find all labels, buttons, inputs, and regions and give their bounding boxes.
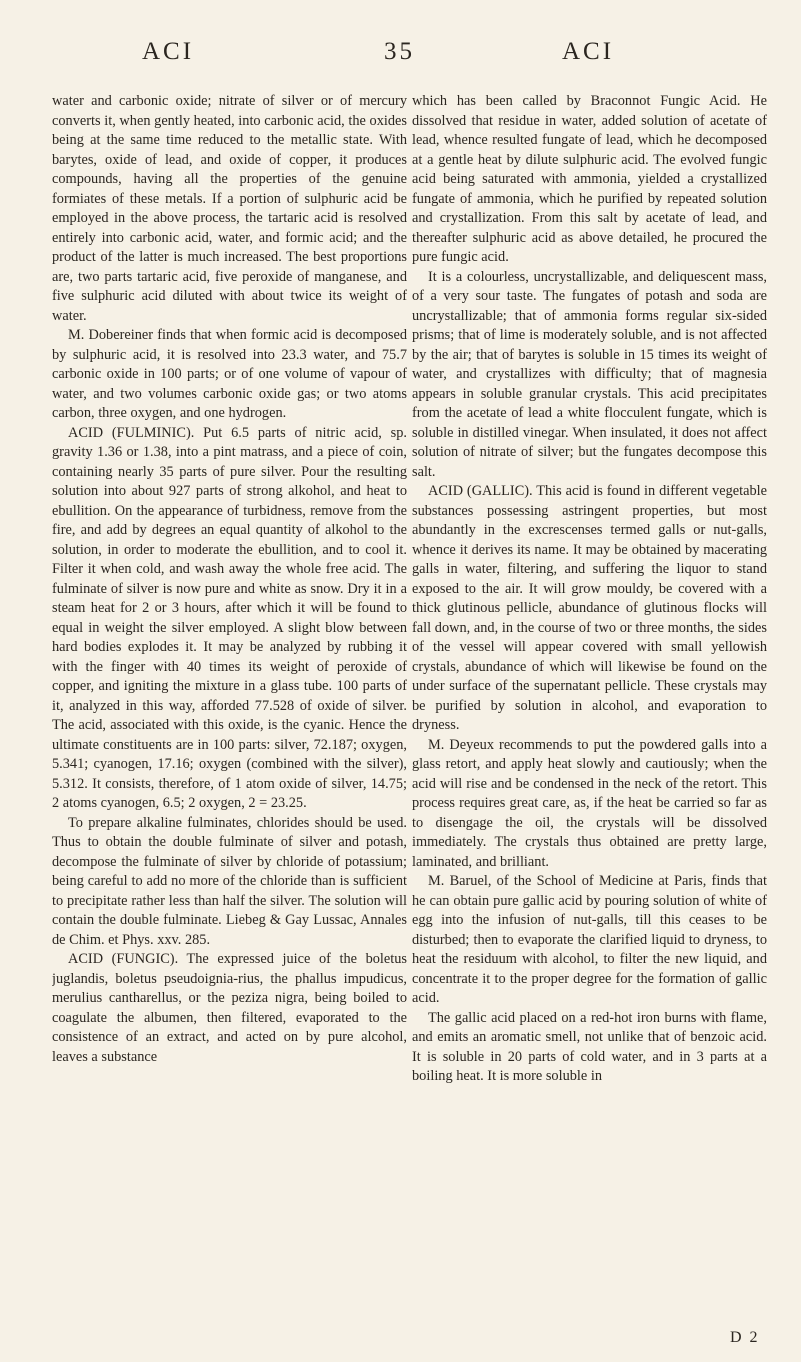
paragraph: water and carbonic oxide; nitrate of silver or of mercury converts it, when gently heated, into carbonic acid, the oxides being at the same time reduced to the metallic state. With barytes, oxide of lead, and oxide of copper, it produces compounds, having all the properties of the genuine formiates of these metals. If a portion of sulphuric acid be employed in the above process, the tartaric acid is resolved entirely into carbonic acid, water, and formic acid; and the product of the latter is much increased. The best proportions are, two parts tartaric acid, five peroxide of manganese, and five sulphuric acid diluted with about twice its weight of water. <box>52 93 407 324</box>
paragraph: ACID (FULMINIC). Put 6.5 parts of nitric acid, sp. gravity 1.36 or 1.38, into a pint matrass, and a piece of coin, containing nearly 35 parts of pure silver. Pour the resulting solution into about 927 parts of strong alkohol, and heat to ebullition. On the appearance of turbidness, remove from the fire, and add by degrees an equal quantity of alkohol to the solution, in order to moderate the ebullition, and to cool it. Filter it when cold, and wash away the whole free acid. The fulminate of silver is now pure and white as snow. Dry it in a steam heat for 2 or 3 hours, after which it will be found to equal in weight the silver employed. A slight blow between hard bodies explodes it. It may be analyzed by rubbing it with the finger with 40 times its weight of peroxide of copper, and igniting the mixture in a glass tube. 100 parts of it, analyzed in this way, afforded 77.528 of oxide of silver. The acid, associated with this oxide, is the cyanic. Hence the ultimate constituents are in 100 parts: silver, 72.187; oxygen, 5.341; cyanogen, 17.16; oxygen (combined with the silver), 5.312. It consists, therefore, of 1 atom oxide of silver, 14.75; 2 atoms cyanogen, 6.5; 2 oxygen, 2 = 23.25. <box>52 424 407 811</box>
paragraph: To prepare alkaline fulminates, chlorides should be used. Thus to obtain the double fulminate of silver and potash, decompose the fulminate of silver by chloride of potassium; being careful to add no more of the chloride than is sufficient to precipitate rather less than half the silver. The solution will contain the double fulminate. Liebeg & Gay Lussac, Annales de Chim. et Phys. xxv. 285. <box>52 814 407 948</box>
paragraph: M. Baruel, of the School of Medicine at Paris, finds that he can obtain pure gallic acid by pouring solution of white of egg into the infusion of nut-galls, till this ceases to be disturbed; then to evaporate the clarified liquid to dryness, to heat the residuum with alcohol, to filter the new liquid, and concentrate it to the proper degree for the formation of gallic acid. <box>412 873 767 1006</box>
signature-mark: D 2 <box>730 1329 760 1346</box>
page-number: 35 <box>384 38 415 65</box>
paragraph: The gallic acid placed on a red-hot iron burns with flame, and emits an aromatic smell, not unlike that of benzoic acid. It is soluble in 20 parts of cold water, and in 3 parts at a boiling heat. It is more soluble in <box>412 1009 767 1084</box>
paragraph: M. Deyeux recommends to put the powdered galls into a glass retort, and apply heat slowly and cautiously; when the acid will rise and be condensed in the neck of the retort. This process requires great care, as, if the heat be carried so far as to disengage the oil, the crystals will be dissolved immediately. The crystals thus obtained are pretty large, laminated, and brilliant. <box>412 736 767 870</box>
right-column <box>412 92 767 1342</box>
header-left-word: ACI <box>142 38 195 65</box>
left-column <box>52 92 407 1342</box>
paragraph: ACID (GALLIC). This acid is found in different vegetable substances possessing astringent properties, but most abundantly in the excrescenses termed galls or nut-galls, whence it derives its name. It may be obtained by macerating galls in water, filtering, and suffering the liquor to stand exposed to the air. It will grow mouldy, be covered with a thick glutinous pellicle, abundance of glutinous flocks will fall down, and, in the course of two or three months, the sides of the vessel will appear covered with small yellowish crystals, abundance of which will likewise be found on the under surface of the supernatant pellicle. These crystals may be purified by solution in alcohol, and evaporation to dryness. <box>412 483 767 733</box>
paragraph: M. Dobereiner finds that when formic acid is decomposed by sulphuric acid, it is resolved into 23.3 water, and 75.7 carbonic oxide in 100 parts; or of one volume of vapour of water, and two volumes carbonic oxide gas; or two atoms carbon, three oxygen, and one hydrogen. <box>52 327 407 421</box>
paragraph: ACID (FUNGIC). The expressed juice of the boletus juglandis, boletus pseudoignia-rius, the phallus impudicus, merulius cantharellus, or the peziza nigra, being boiled to coagulate the albumen, then filtered, evaporated to the consistence of an extract, and acted on by pure alcohol, leaves a substance <box>52 951 407 1065</box>
header-right-word: ACI <box>562 38 615 65</box>
paragraph: It is a colourless, uncrystallizable, and deliquescent mass, of a very sour taste. The fungates of potash and soda are uncrystallizable; that of ammonia forms regular six-sided prisms; that of lime is moderately soluble, and is not affected by the air; that of barytes is soluble in 15 times its weight of water, and crystallizes with difficulty; that of magnesia appears in soluble granular crystals. This acid precipitates from the acetate of lead a white flocculent fungate, which is soluble in distilled vinegar. When insulated, it does not affect solution of nitrate of silver; but the fungates decompose this salt. <box>412 268 767 480</box>
paragraph: which has been called by Braconnot Fungic Acid. He dissolved that residue in water, added solution of acetate of lead, whence resulted fungate of lead, which he decomposed at a gentle heat by dilute sulphuric acid. The evolved fungic acid being saturated with ammonia, yielded a crystallized fungate of ammonia, which he purified by repeated solution and crystallization. From this salt by acetate of lead, and thereafter sulphuric acid as above detailed, he procured the pure fungic acid. <box>412 93 767 265</box>
running-header <box>0 38 801 72</box>
